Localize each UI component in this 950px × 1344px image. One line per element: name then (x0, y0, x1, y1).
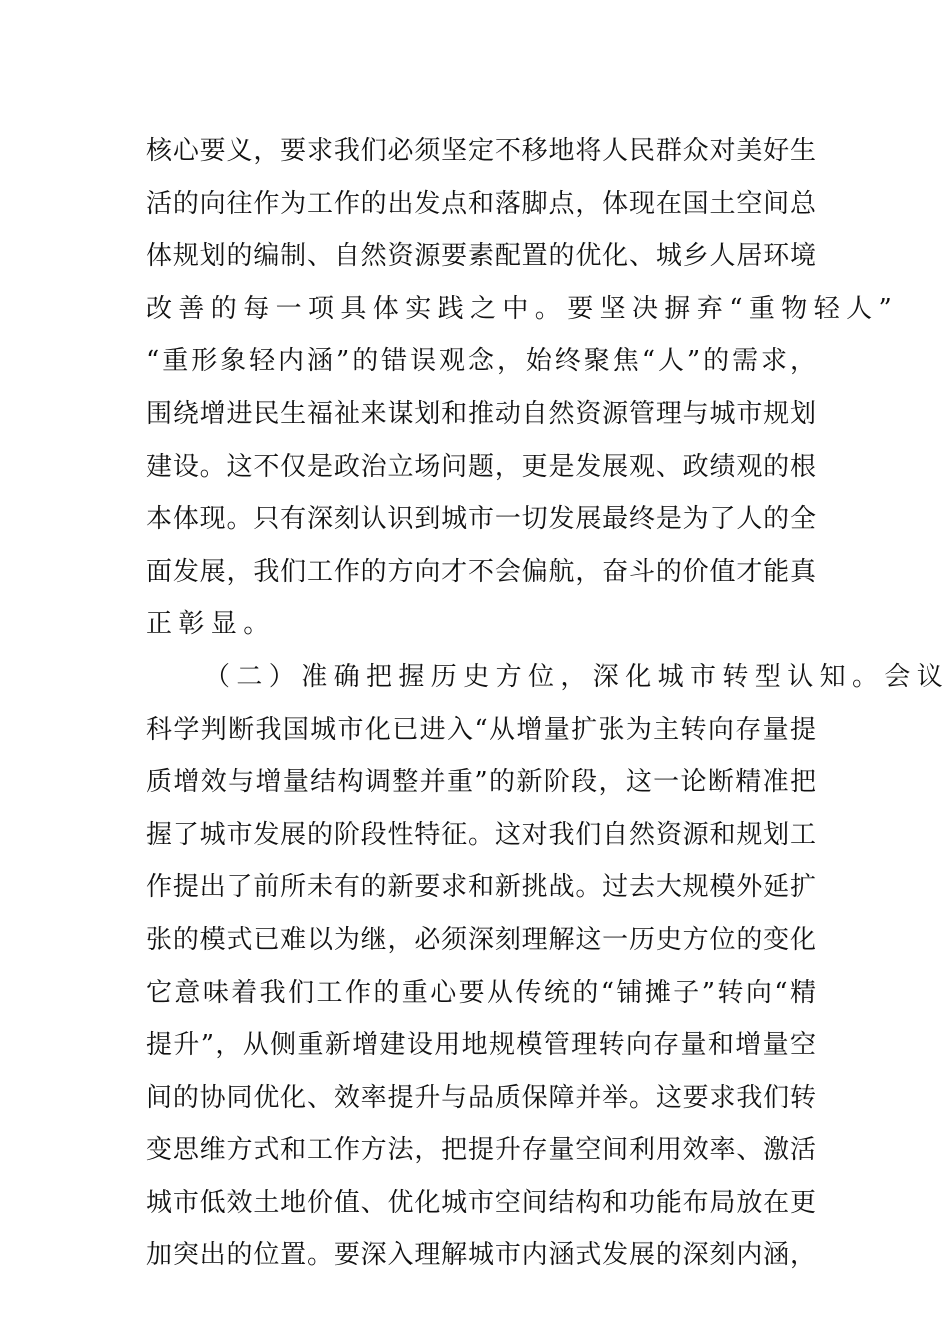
text-line: 核心要义，要求我们必须坚定不移地将人民群众对美好生 (146, 136, 816, 166)
text-line: 提升”，从侧重新增建设用地规模管理转向存量和增量空 (146, 1030, 816, 1061)
text-line: 间的协同优化、效率提升与品质保障并举。这要求我们转 (146, 1082, 816, 1113)
text-line: 围绕增进民生福祉来谋划和推动自然资源管理与城市规划 (146, 398, 816, 429)
text-line: 面发展，我们工作的方向才不会偏航，奋斗的价值才能真 (146, 556, 816, 587)
text-line: 活的向往作为工作的出发点和落脚点，体现在国土空间总 (146, 188, 816, 219)
text-line: 变思维方式和工作方法，把提升存量空间利用效率、激活 (146, 1135, 816, 1166)
text-line: 本体现。只有深刻认识到城市一切发展最终是为了人的全 (146, 504, 816, 535)
text-line: 建设。这不仅是政治立场问题，更是发展观、政绩观的根 (146, 451, 816, 482)
text-line: 它意味着我们工作的重心要从传统的“铺摊子”转向“精 (146, 977, 816, 1008)
body-text (146, 125, 950, 1282)
text-line: 城市低效土地价值、优化城市空间结构和功能布局放在更 (146, 1187, 816, 1218)
text-line: 改善的每一项具体实践之中。要坚决摒弃“重物轻人” (146, 293, 899, 324)
text-line: 正彰显。 (146, 609, 276, 640)
text-line: 握了城市发展的阶段性特征。这对我们自然资源和规划工 (146, 819, 816, 850)
text-line: 加突出的位置。要深入理解城市内涵式发展的深刻内涵， (146, 1240, 816, 1271)
text-line: “重形象轻内涵”的错误观念，始终聚焦“人”的需求， (146, 346, 816, 377)
paragraph-heading-line: （二）准确把握历史方位，深化城市转型认知。会议 (204, 661, 950, 692)
text-line: 质增效与增量结构调整并重”的新阶段，这一论断精准把 (146, 767, 816, 798)
text-line: 作提出了前所未有的新要求和新挑战。过去大规模外延扩 (146, 872, 816, 903)
text-line: 体规划的编制、自然资源要素配置的优化、城乡人居环境 (146, 241, 816, 272)
text-line: 张的模式已难以为继，必须深刻理解这一历史方位的变化 (146, 924, 816, 955)
text-line: 科学判断我国城市化已进入“从增量扩张为主转向存量提 (146, 714, 816, 745)
